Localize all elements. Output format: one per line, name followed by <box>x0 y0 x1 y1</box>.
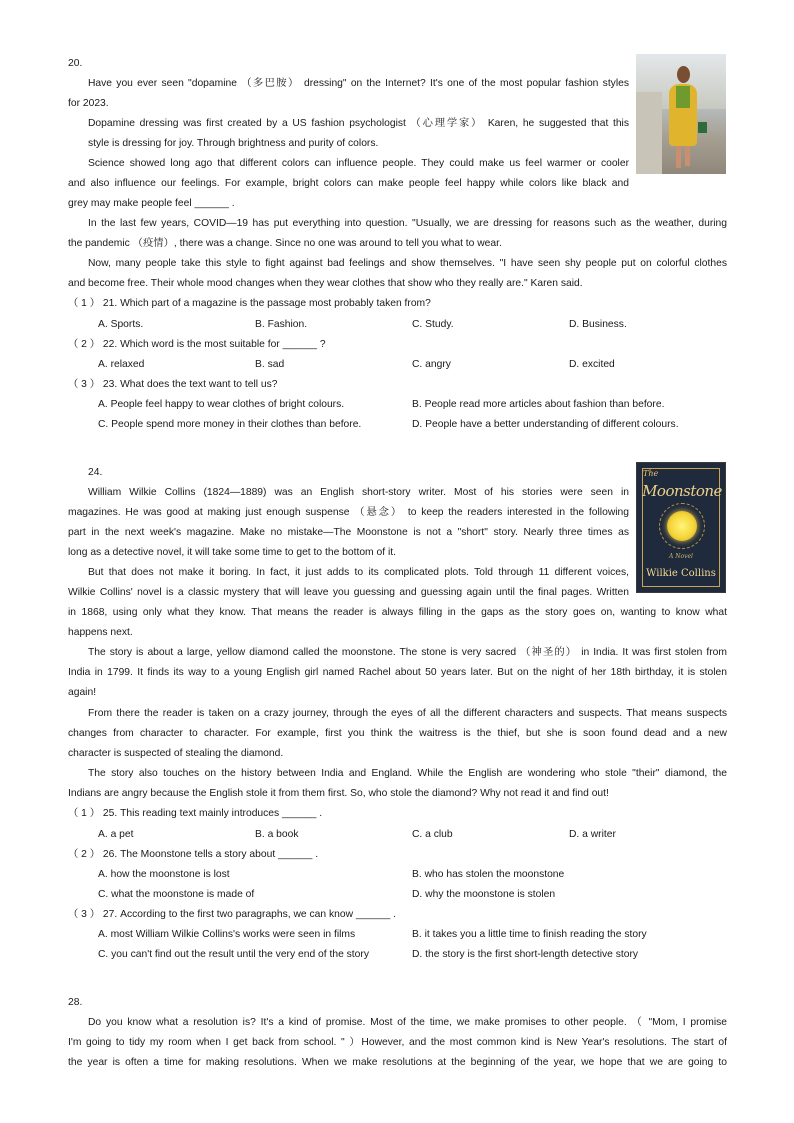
passage-20-line: In the last few years, COVID—19 has put everything into question. "Usually, we are dressing for reasons such as the weather, during <box>88 218 727 229</box>
question-21-stem: （ 1 ） 21. Which part of a magazine is the passage most probably taken from? <box>68 298 431 309</box>
option-26-b[interactable]: B. who has stolen the moonstone <box>412 869 565 880</box>
woman-in-yellow-coat-photo <box>636 54 726 174</box>
passage-24-line: Wilkie Collins' novel is a classic mystery that will leave you guessing and guessing again until the final pages. Written <box>68 587 629 598</box>
passage-24-line: happens next. <box>68 627 133 638</box>
option-27-d[interactable]: D. the story is the first short-length detective story <box>412 949 639 960</box>
option-22-d[interactable]: D. excited <box>569 359 615 370</box>
option-25-d[interactable]: D. a writer <box>569 829 616 840</box>
moon-icon <box>667 511 697 541</box>
option-25-c[interactable]: C. a club <box>412 829 453 840</box>
passage-24-line: again! <box>68 687 97 698</box>
option-21-a[interactable]: A. Sports. <box>98 319 144 330</box>
passage-24-line: From there the reader is taken on a crazy journey, through the eyes of all the different characters and suspects. That means suspects <box>88 708 727 719</box>
passage-20-line: Dopamine dressing was first created by a US fashion psychologist （心理学家） Karen, he suggested that this <box>88 118 629 129</box>
option-27-c[interactable]: C. you can't find out the result until the very end of the story <box>98 949 369 960</box>
option-26-a[interactable]: A. how the moonstone is lost <box>98 869 230 880</box>
option-26-c[interactable]: C. what the moonstone is made of <box>98 889 255 900</box>
passage-24-line: The story also touches on the history between India and England. While the English are wondering who stole "their" diamond, the <box>88 768 727 779</box>
passage-number-24: 24. <box>88 467 103 478</box>
question-25-stem: （ 1 ） 25. This reading text mainly introduces ______ . <box>68 808 323 819</box>
option-23-d[interactable]: D. People have a better understanding of different colours. <box>412 419 679 430</box>
question-22-stem: （ 2 ） 22. Which word is the most suitable for ______ ? <box>68 339 326 350</box>
passage-20-line: Science showed long ago that different colors can influence people. They could make us feel warmer or cooler <box>88 158 629 169</box>
question-26-stem: （ 2 ） 26. The Moonstone tells a story about ______ . <box>68 849 319 860</box>
option-23-a[interactable]: A. People feel happy to wear clothes of bright colours. <box>98 399 345 410</box>
option-27-a[interactable]: A. most William Wilkie Collins's works were seen in films <box>98 929 356 940</box>
passage-24-line: part in the next week's magazine. Make no mistake—The Moonstone is not a "short" story. Nearly three times as <box>68 527 629 538</box>
option-25-b[interactable]: B. a book <box>255 829 299 840</box>
passage-24-line: magazines. He was good at making just enough suspense （悬念） to keep the readers interested in the following <box>68 507 629 518</box>
passage-24-line: character is suspected of stealing the diamond. <box>68 748 284 759</box>
option-23-c[interactable]: C. People spend more money in their clothes than before. <box>98 419 362 430</box>
cover-author: Wilkie Collins <box>646 568 716 579</box>
passage-20-line: and also influence our feelings. For example, bright colors can make people feel happy while colors like black and <box>68 178 629 189</box>
passage-number-28: 28. <box>68 997 83 1008</box>
passage-24-line: changes from character to character. For example, first you think the waitress is the thief, but she is soon found dead and a new <box>68 728 727 739</box>
passage-number-20: 20. <box>68 58 83 69</box>
passage-20-line: and become free. Their whole mood changes when they wear clothes that show who they really are." Karen said. <box>68 278 583 289</box>
passage-28-line: the year is often a time for making resolutions. When we make resolutions at the beginning of the year, we hope that we are going to <box>68 1057 727 1068</box>
passage-28-line: Do you know what a resolution is? It's a kind of promise. Most of the time, we make promises to other people. （ "Mom, I promise <box>88 1017 727 1028</box>
passage-24-line: The story is about a large, yellow diamond called the moonstone. The stone is very sacred （神圣的） in India. It was first stolen from <box>88 647 727 658</box>
passage-20-line: the pandemic （疫情）, there was a change. Since no one was around to tell you what to wear. <box>68 238 502 249</box>
option-27-b[interactable]: B. it takes you a little time to finish reading the story <box>412 929 647 940</box>
option-25-a[interactable]: A. a pet <box>98 829 134 840</box>
cover-the-text: The <box>643 469 659 478</box>
passage-20-line: Now, many people take this style to fight against bad feelings and show themselves. "I have seen shy people put on colorful clothes <box>88 258 727 269</box>
passage-20-line: for 2023. <box>68 98 109 109</box>
passage-28-line: I'm going to tidy my room when I get back from school. " ）However, and the most common kind is New Year's resolutions. The start of <box>68 1037 727 1048</box>
passage-24-line: long as a detective novel, it will take some time to get to the bottom of it. <box>68 547 396 558</box>
option-26-d[interactable]: D. why the moonstone is stolen <box>412 889 556 900</box>
passage-24-line: William Wilkie Collins (1824—1889) was an English short-story writer. Most of his stories were seen in <box>88 487 629 498</box>
passage-24-line: Indians are angry because the English stole it from them first. So, who stole the diamond? Why not read it and find out! <box>68 788 609 799</box>
option-22-a[interactable]: A. relaxed <box>98 359 145 370</box>
question-27-stem: （ 3 ） 27. According to the first two paragraphs, we can know ______ . <box>68 909 396 920</box>
passage-20-line: style is dressing for joy. Through brightness and purity of colors. <box>88 138 379 149</box>
cover-subtitle: A Novel <box>669 553 693 560</box>
passage-24-line: in 1868, using only what they know. That means the reader is always filling in the gaps as the story goes on, wanting to know what <box>68 607 727 618</box>
option-21-c[interactable]: C. Study. <box>412 319 454 330</box>
passage-24-line: But that does not make it boring. In fact, it just adds to its complicated plots. Told through 11 different voices, <box>88 567 629 578</box>
option-21-b[interactable]: B. Fashion. <box>255 319 308 330</box>
option-22-c[interactable]: C. angry <box>412 359 451 370</box>
moonstone-book-cover <box>636 462 726 593</box>
passage-24-line: India in 1799. It finds its way to a young English girl named Rachel about 50 years later. But on the night of her 18th birthday, it is stolen <box>68 667 727 678</box>
option-22-b[interactable]: B. sad <box>255 359 285 370</box>
question-23-stem: （ 3 ） 23. What does the text want to tell us? <box>68 379 278 390</box>
option-23-b[interactable]: B. People read more articles about fashion than before. <box>412 399 665 410</box>
cover-title: Moonstone <box>642 482 722 500</box>
option-21-d[interactable]: D. Business. <box>569 319 627 330</box>
passage-20-line: grey may make people feel ______ . <box>68 198 235 209</box>
passage-20-line: Have you ever seen "dopamine （多巴胺） dressing" on the Internet? It's one of the most popular fashion styles <box>88 78 629 89</box>
